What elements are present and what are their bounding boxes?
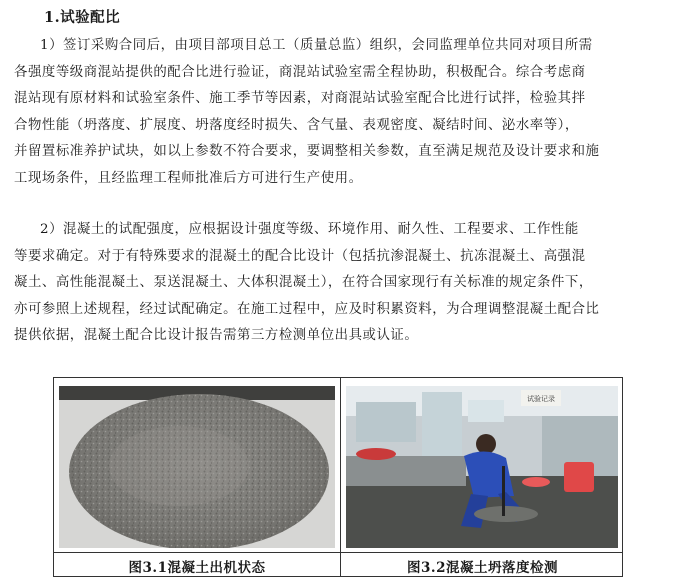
figure-caption-2: 图3.2混凝土坍落度检测: [407, 560, 558, 576]
section-heading: 1.试验配比: [44, 9, 121, 26]
text-line: 提供依据，混凝土配合比设计报告需第三方检测单位出具或认证。: [14, 328, 419, 343]
text-line: 1）签订采购合同后，由项目部项目总工（质量总监）组织，会同监理单位共同对项目所需: [40, 38, 593, 53]
text-line: 亦可参照上述规程，经过试配确定。在施工过程中，应及时积累资料，为合理调整混凝土配合比: [14, 301, 600, 317]
text-line: 并留置标准养护试块，如以上参数不符合要求，要调整相关参数，直至满足规范及设计要求和施: [14, 144, 600, 159]
paragraph-2: [14, 217, 658, 350]
text-line: 各强度等级商混站提供的配合比进行验证，商混站试验室需全程协助，积极配合。综合考虑商: [14, 64, 586, 80]
text-line: 等要求确定。对于有特殊要求的混凝土的配合比设计（包括抗渗混凝土、抗冻混凝土、高强混: [14, 248, 586, 264]
text-line: 工现场条件，且经监理工程师批准后方可进行生产使用。: [14, 170, 363, 186]
caption-divider: [54, 552, 622, 553]
paragraph-1: [14, 33, 658, 192]
wall-sign-text: 试验记录: [527, 395, 555, 403]
figure-caption-1: 图3.1混凝土出机状态: [128, 560, 266, 576]
concrete-pile-image: [59, 386, 335, 548]
concrete-discharge-photo: [59, 386, 335, 548]
table-divider: [340, 378, 341, 576]
slump-test-photo: [346, 386, 618, 548]
text-line: 2）混凝土的试配强度，应根据设计强度等级、环境作用、耐久性、工程要求、工作性能: [40, 222, 579, 237]
text-line: 合物性能（坍落度、扩展度、坍落度经时损失、含气量、表观密度、凝结时间、泌水率等），: [14, 117, 579, 133]
slump-test-image: [346, 386, 618, 548]
figure-table: [53, 377, 623, 577]
text-line: 混站现有原材料和试验室条件、施工季节等因素，对商混站试验室配合比进行试拌，检验其拌: [14, 91, 586, 106]
text-line: 凝土、高性能混凝土、泵送混凝土、大体积混凝土），在符合国家现行有关标准的规定条件下，: [14, 275, 593, 290]
